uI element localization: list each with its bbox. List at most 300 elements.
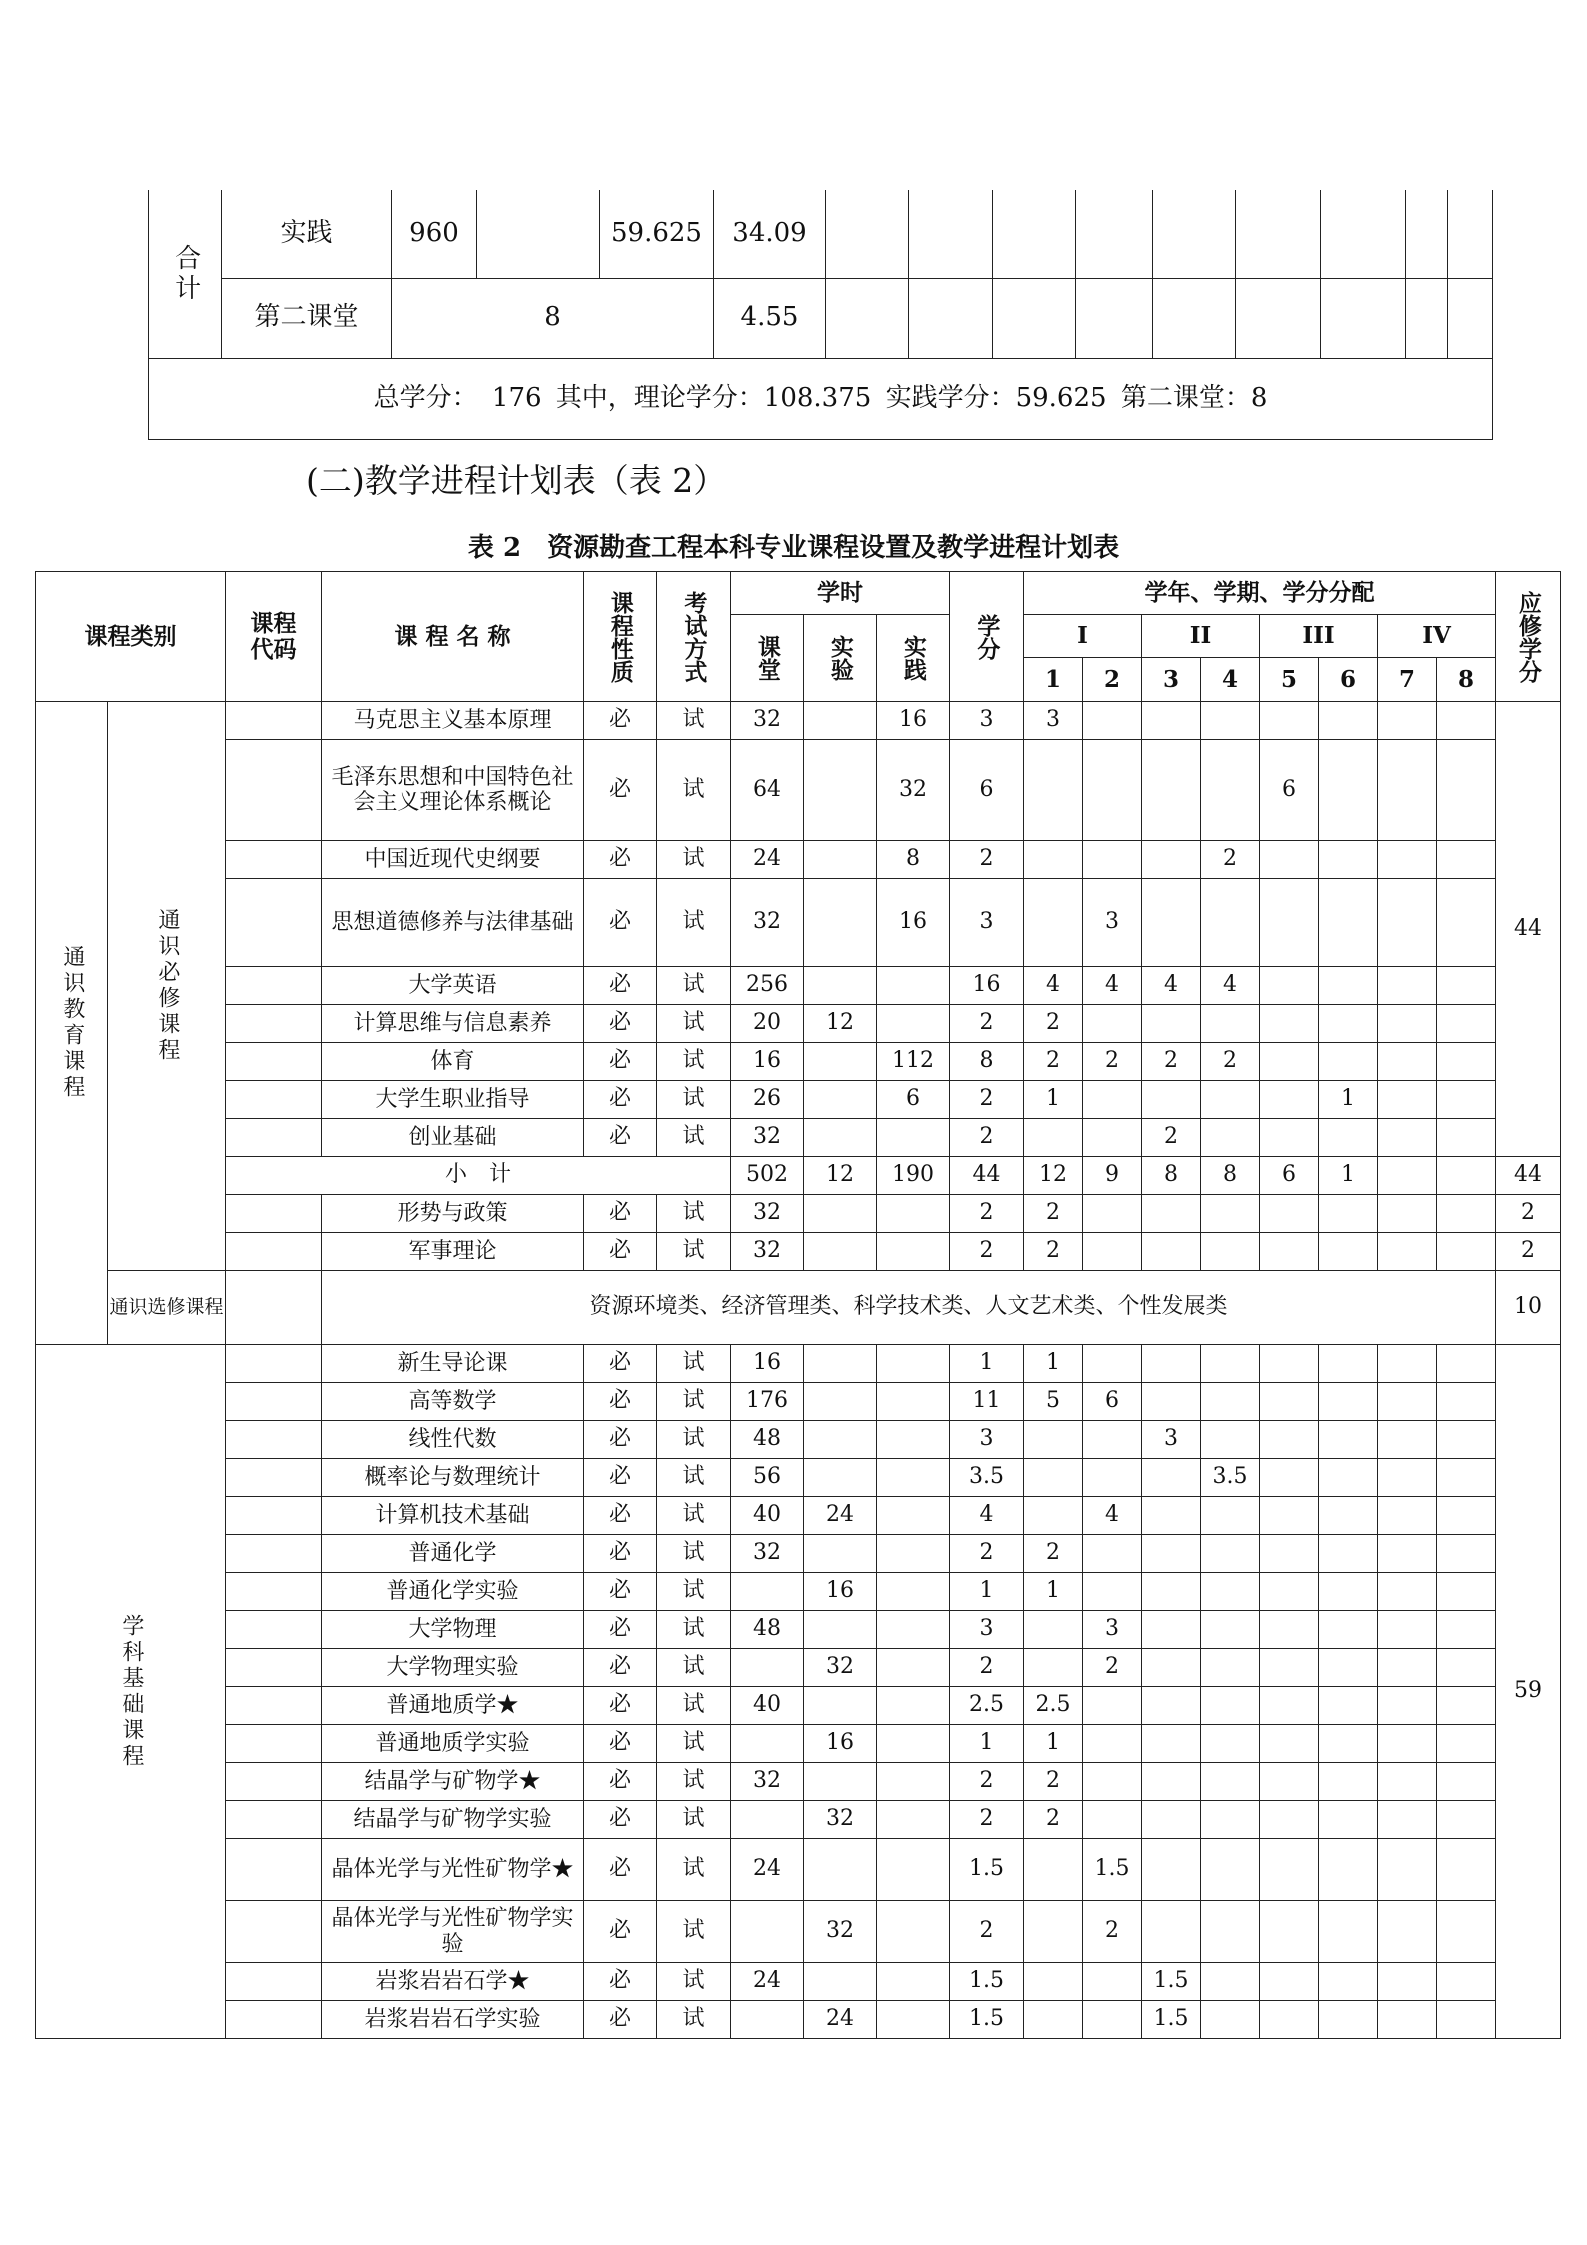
semester-credit	[1378, 1763, 1437, 1801]
course-nature: 必	[584, 1725, 657, 1763]
lecture-hours	[731, 1573, 804, 1611]
lecture-hours: 32	[731, 1195, 804, 1233]
semester-credit	[1142, 1763, 1201, 1801]
course-code	[226, 1649, 322, 1687]
semester-credit: 3	[1083, 1611, 1142, 1649]
course-code	[226, 702, 322, 740]
semester-credit	[1260, 1611, 1319, 1649]
semester-credit	[1083, 740, 1142, 841]
course-credit: 1.5	[950, 1839, 1024, 1901]
subtotal-semester: 12	[1024, 1157, 1083, 1195]
semester-credit	[1437, 1005, 1496, 1043]
course-credit: 2.5	[950, 1687, 1024, 1725]
row-label-practice: 实践	[222, 190, 392, 278]
semester-credit	[1260, 1459, 1319, 1497]
semester-credit	[1378, 1963, 1437, 2001]
practice-percent: 34.09	[714, 190, 826, 278]
course-code	[226, 1459, 322, 1497]
semester-credit	[1319, 967, 1378, 1005]
course-code	[226, 1421, 322, 1459]
course-nature: 必	[584, 1687, 657, 1725]
semester-credit	[1319, 1901, 1378, 1963]
semester-credit	[1378, 1081, 1437, 1119]
lecture-hours: 16	[731, 1345, 804, 1383]
table-row	[36, 1649, 1561, 1687]
exam-method: 试	[657, 1345, 731, 1383]
course-credit: 11	[950, 1383, 1024, 1421]
header-lecture: 课堂	[731, 615, 804, 702]
lab-hours	[804, 1421, 877, 1459]
subtotal-lab: 12	[804, 1157, 877, 1195]
elective-required: 10	[1496, 1271, 1561, 1345]
semester-credit	[1201, 1573, 1260, 1611]
lab-hours	[804, 1119, 877, 1157]
practice-hours: 32	[877, 740, 950, 841]
practice-hours	[877, 1005, 950, 1043]
semester-credit	[1024, 1649, 1083, 1687]
required-credits: 2	[1496, 1195, 1561, 1233]
lab-hours: 16	[804, 1725, 877, 1763]
course-code	[226, 2001, 322, 2039]
semester-credit	[1378, 1725, 1437, 1763]
semester-credit: 2	[1083, 1043, 1142, 1081]
semester-credit	[1083, 1233, 1142, 1271]
semester-credit	[1437, 1611, 1496, 1649]
semester-credit	[1319, 1839, 1378, 1901]
course-nature: 必	[584, 1573, 657, 1611]
subtotal-semester	[1378, 1157, 1437, 1195]
lecture-hours: 20	[731, 1005, 804, 1043]
exam-method: 试	[657, 1497, 731, 1535]
lecture-hours: 32	[731, 1763, 804, 1801]
course-code	[226, 1345, 322, 1383]
lecture-hours: 32	[731, 1535, 804, 1573]
semester-credit: 2	[1201, 1043, 1260, 1081]
subcategory-general-elective: 通识选修课程	[108, 1271, 226, 1345]
semester-credit: 2	[1201, 841, 1260, 879]
course-code	[226, 1195, 322, 1233]
course-nature: 必	[584, 1081, 657, 1119]
semester-credit	[1201, 2001, 1260, 2039]
semester-credit	[1142, 1383, 1201, 1421]
table-row	[36, 702, 1561, 740]
lab-hours: 24	[804, 2001, 877, 2039]
lecture-hours: 24	[731, 841, 804, 879]
course-credit: 1	[950, 1345, 1024, 1383]
table-row	[36, 1233, 1561, 1271]
table2-title: 表 2 资源勘查工程本科专业课程设置及教学进程计划表	[467, 533, 1120, 563]
course-code	[226, 1119, 322, 1157]
semester-credit	[1437, 1195, 1496, 1233]
semester-credit	[1142, 1611, 1201, 1649]
semester-credit	[1260, 841, 1319, 879]
course-code	[226, 1901, 322, 1963]
table-row	[36, 1901, 1561, 1963]
semester-credit	[1083, 702, 1142, 740]
lecture-hours: 176	[731, 1383, 804, 1421]
subtotal-row	[36, 1157, 1561, 1195]
course-name: 晶体光学与光性矿物学实验	[322, 1901, 584, 1963]
semester-credit	[1083, 1345, 1142, 1383]
header-code: 课程代码	[226, 572, 322, 702]
semester-credit	[1201, 1535, 1260, 1573]
semester-credit	[1083, 1763, 1142, 1801]
semester-credit	[1142, 702, 1201, 740]
semester-credit	[1260, 1383, 1319, 1421]
semester-credit: 6	[1083, 1383, 1142, 1421]
subtotal-label: 小 计	[226, 1157, 731, 1195]
semester-credit	[1142, 1839, 1201, 1901]
semester-credit	[1437, 1801, 1496, 1839]
practice-hours	[877, 1649, 950, 1687]
course-credit: 2	[950, 841, 1024, 879]
semester-credit	[1260, 1839, 1319, 1901]
semester-credit	[1260, 702, 1319, 740]
subtotal-semester: 8	[1201, 1157, 1260, 1195]
practice-hours	[877, 1839, 950, 1901]
semester-credit	[1378, 841, 1437, 879]
exam-method: 试	[657, 1687, 731, 1725]
table-row	[36, 1195, 1561, 1233]
table-row	[36, 1573, 1561, 1611]
semester-credit	[1378, 1233, 1437, 1271]
semester-credit	[1201, 1763, 1260, 1801]
practice-hours: 6	[877, 1081, 950, 1119]
course-code	[226, 1839, 322, 1901]
course-code	[226, 1687, 322, 1725]
course-name: 毛泽东思想和中国特色社会主义理论体系概论	[322, 740, 584, 841]
semester-credit	[1260, 1535, 1319, 1573]
header-name: 课 程 名 称	[322, 572, 584, 702]
semester-credit	[1437, 1763, 1496, 1801]
semester-credit	[1319, 1345, 1378, 1383]
course-credit: 3	[950, 879, 1024, 967]
exam-method: 试	[657, 967, 731, 1005]
semester-credit	[1083, 1725, 1142, 1763]
semester-credit	[1201, 1687, 1260, 1725]
course-name: 概率论与数理统计	[322, 1459, 584, 1497]
semester-credit: 1.5	[1142, 1963, 1201, 2001]
table-row	[36, 967, 1561, 1005]
header-semester: 2	[1083, 658, 1142, 702]
semester-credit	[1319, 740, 1378, 841]
practice-hours	[877, 1763, 950, 1801]
course-code	[226, 967, 322, 1005]
subtotal-semester	[1437, 1157, 1496, 1195]
lab-hours	[804, 740, 877, 841]
lab-hours	[804, 1963, 877, 2001]
semester-credit	[1083, 1963, 1142, 2001]
semester-credit: 1	[1024, 1345, 1083, 1383]
course-code	[226, 1611, 322, 1649]
subtotal-credit: 44	[950, 1157, 1024, 1195]
semester-credit	[1201, 1081, 1260, 1119]
semester-credit	[1260, 1687, 1319, 1725]
semester-credit: 1	[1024, 1725, 1083, 1763]
lecture-hours: 64	[731, 740, 804, 841]
course-code	[226, 1271, 322, 1345]
semester-credit: 1	[1024, 1081, 1083, 1119]
course-name: 结晶学与矿物学★	[322, 1763, 584, 1801]
semester-credit	[1378, 1839, 1437, 1901]
lecture-hours: 32	[731, 702, 804, 740]
semester-credit	[1378, 1801, 1437, 1839]
semester-credit	[1142, 841, 1201, 879]
exam-method: 试	[657, 1459, 731, 1497]
course-nature: 必	[584, 2001, 657, 2039]
semester-credit	[1378, 1195, 1437, 1233]
semester-credit	[1319, 1725, 1378, 1763]
semester-credit	[1260, 1963, 1319, 2001]
course-nature: 必	[584, 1233, 657, 1271]
table-row	[36, 1611, 1561, 1649]
exam-method: 试	[657, 1901, 731, 1963]
semester-credit	[1319, 1497, 1378, 1535]
exam-method: 试	[657, 1421, 731, 1459]
semester-credit: 2	[1142, 1119, 1201, 1157]
semester-credit	[1319, 1195, 1378, 1233]
credit-summary-table	[148, 190, 1493, 440]
semester-credit: 6	[1260, 740, 1319, 841]
course-name: 大学物理	[322, 1611, 584, 1649]
lab-hours	[804, 1611, 877, 1649]
semester-credit	[1437, 967, 1496, 1005]
semester-credit	[1319, 1421, 1378, 1459]
course-name: 岩浆岩岩石学实验	[322, 2001, 584, 2039]
subtotal-practice: 190	[877, 1157, 950, 1195]
practice-hours	[877, 1195, 950, 1233]
semester-credit	[1319, 879, 1378, 967]
course-nature: 必	[584, 1801, 657, 1839]
semester-credit	[1083, 841, 1142, 879]
semester-credit	[1437, 1345, 1496, 1383]
semester-credit	[1319, 1573, 1378, 1611]
table-row	[36, 2001, 1561, 2039]
exam-method: 试	[657, 1081, 731, 1119]
semester-credit	[1437, 1081, 1496, 1119]
semester-credit	[1437, 1497, 1496, 1535]
course-name: 计算机技术基础	[322, 1497, 584, 1535]
header-nature: 课程性质	[584, 572, 657, 702]
course-credit: 1.5	[950, 1963, 1024, 2001]
semester-credit	[1142, 1345, 1201, 1383]
subtotal-lecture: 502	[731, 1157, 804, 1195]
semester-credit	[1083, 1535, 1142, 1573]
lecture-hours: 40	[731, 1497, 804, 1535]
header-semester: 5	[1260, 658, 1319, 702]
semester-credit	[1378, 1459, 1437, 1497]
course-name: 普通化学实验	[322, 1573, 584, 1611]
course-name: 马克思主义基本原理	[322, 702, 584, 740]
semester-credit: 2	[1024, 1801, 1083, 1839]
semester-credit	[1437, 1725, 1496, 1763]
semester-credit	[1260, 1119, 1319, 1157]
semester-credit	[1437, 1687, 1496, 1725]
semester-credit	[1437, 1383, 1496, 1421]
total-credits-summary: 总学分： 176 其中，理论学分：108.375 实践学分：59.625 第二课堂：8	[149, 358, 1493, 439]
semester-credit	[1378, 1345, 1437, 1383]
exam-method: 试	[657, 1535, 731, 1573]
exam-method: 试	[657, 1763, 731, 1801]
semester-credit	[1201, 1005, 1260, 1043]
lecture-hours: 32	[731, 1119, 804, 1157]
semester-credit	[1024, 1839, 1083, 1901]
course-name: 思想道德修养与法律基础	[322, 879, 584, 967]
course-credit: 2	[950, 1081, 1024, 1119]
semester-credit	[1378, 1119, 1437, 1157]
table-row	[36, 841, 1561, 879]
course-code	[226, 1233, 322, 1271]
semester-credit	[1437, 1421, 1496, 1459]
semester-credit: 3	[1083, 879, 1142, 967]
lab-hours	[804, 967, 877, 1005]
course-plan-table	[35, 571, 1561, 2039]
course-nature: 必	[584, 1535, 657, 1573]
lecture-hours	[731, 1901, 804, 1963]
exam-method: 试	[657, 1839, 731, 1901]
required-credits: 2	[1496, 1233, 1561, 1271]
header-year-1: I	[1024, 615, 1142, 658]
lab-hours	[804, 1345, 877, 1383]
semester-credit	[1260, 1573, 1319, 1611]
course-nature: 必	[584, 1611, 657, 1649]
semester-credit	[1437, 879, 1496, 967]
lab-hours: 32	[804, 1801, 877, 1839]
semester-credit	[1319, 2001, 1378, 2039]
required-credits: 59	[1496, 1345, 1561, 2039]
practice-hours	[877, 1459, 950, 1497]
semester-credit	[1319, 1383, 1378, 1421]
table-row	[36, 740, 1561, 841]
semester-credit: 2	[1024, 1763, 1083, 1801]
course-nature: 必	[584, 841, 657, 879]
course-credit: 2	[950, 1901, 1024, 1963]
exam-method: 试	[657, 1043, 731, 1081]
table-row	[36, 1081, 1561, 1119]
practice-hours	[877, 1611, 950, 1649]
semester-credit	[1437, 1119, 1496, 1157]
exam-method: 试	[657, 1005, 731, 1043]
course-name: 大学生职业指导	[322, 1081, 584, 1119]
table-row	[36, 1043, 1561, 1081]
semester-credit	[1319, 1459, 1378, 1497]
semester-credit: 1	[1319, 1081, 1378, 1119]
semester-credit	[1260, 1081, 1319, 1119]
semester-credit	[1319, 1535, 1378, 1573]
semester-credit	[1378, 2001, 1437, 2039]
course-credit: 2	[950, 1649, 1024, 1687]
semester-credit	[1083, 1421, 1142, 1459]
lab-hours	[804, 1195, 877, 1233]
semester-credit	[1201, 1649, 1260, 1687]
semester-credit	[1083, 1801, 1142, 1839]
lecture-hours	[731, 1725, 804, 1763]
course-credit: 4	[950, 1497, 1024, 1535]
lab-hours	[804, 1081, 877, 1119]
course-credit: 8	[950, 1043, 1024, 1081]
semester-credit	[1024, 841, 1083, 879]
practice-hours	[877, 1497, 950, 1535]
second-classroom-credits: 8	[392, 278, 714, 358]
practice-hours: 16	[877, 702, 950, 740]
table-row	[36, 1801, 1561, 1839]
course-code	[226, 1963, 322, 2001]
lab-hours	[804, 1839, 877, 1901]
lab-hours	[804, 1535, 877, 1573]
subtotal-semester: 1	[1319, 1157, 1378, 1195]
table-row	[36, 879, 1561, 967]
practice-hours	[877, 1421, 950, 1459]
exam-method: 试	[657, 1649, 731, 1687]
course-code	[226, 1081, 322, 1119]
semester-credit	[1319, 1233, 1378, 1271]
semester-credit	[1437, 1233, 1496, 1271]
course-credit: 2	[950, 1005, 1024, 1043]
semester-credit	[1378, 1649, 1437, 1687]
semester-credit: 2.5	[1024, 1687, 1083, 1725]
semester-credit	[1201, 1901, 1260, 1963]
course-code	[226, 1043, 322, 1081]
header-semester: 4	[1201, 658, 1260, 702]
lab-hours	[804, 1233, 877, 1271]
practice-hours	[877, 1119, 950, 1157]
semester-credit	[1024, 1611, 1083, 1649]
semester-credit	[1083, 1195, 1142, 1233]
semester-credit	[1378, 1611, 1437, 1649]
semester-credit	[1260, 1005, 1319, 1043]
course-nature: 必	[584, 1043, 657, 1081]
lecture-hours: 48	[731, 1611, 804, 1649]
course-credit: 2	[950, 1801, 1024, 1839]
lecture-hours	[731, 1801, 804, 1839]
semester-credit	[1024, 2001, 1083, 2039]
course-credit: 16	[950, 967, 1024, 1005]
practice-credits: 59.625	[600, 190, 714, 278]
practice-hours	[877, 967, 950, 1005]
course-name: 新生导论课	[322, 1345, 584, 1383]
semester-credit	[1024, 1497, 1083, 1535]
semester-credit	[1378, 1901, 1437, 1963]
semester-credit	[1083, 2001, 1142, 2039]
lecture-hours: 56	[731, 1459, 804, 1497]
semester-credit	[1142, 1649, 1201, 1687]
exam-method: 试	[657, 1611, 731, 1649]
semester-credit	[1378, 1687, 1437, 1725]
lab-hours	[804, 879, 877, 967]
header-distribution: 学年、学期、学分分配	[1024, 572, 1496, 615]
semester-credit	[1024, 1119, 1083, 1157]
lecture-hours: 32	[731, 879, 804, 967]
semester-credit	[1260, 1901, 1319, 1963]
lab-hours: 24	[804, 1497, 877, 1535]
semester-credit	[1437, 1043, 1496, 1081]
semester-credit	[1378, 1043, 1437, 1081]
semester-credit	[1260, 1421, 1319, 1459]
semester-credit	[1260, 1763, 1319, 1801]
course-code	[226, 1801, 322, 1839]
semester-credit	[1201, 879, 1260, 967]
semester-credit: 1.5	[1083, 1839, 1142, 1901]
practice-hours	[877, 1801, 950, 1839]
practice-hours: 960	[392, 190, 477, 278]
lecture-hours: 256	[731, 967, 804, 1005]
semester-credit	[1319, 1649, 1378, 1687]
semester-credit	[1142, 1901, 1201, 1963]
header-semester: 7	[1378, 658, 1437, 702]
semester-credit	[1201, 1963, 1260, 2001]
exam-method: 试	[657, 1383, 731, 1421]
semester-credit	[1201, 740, 1260, 841]
